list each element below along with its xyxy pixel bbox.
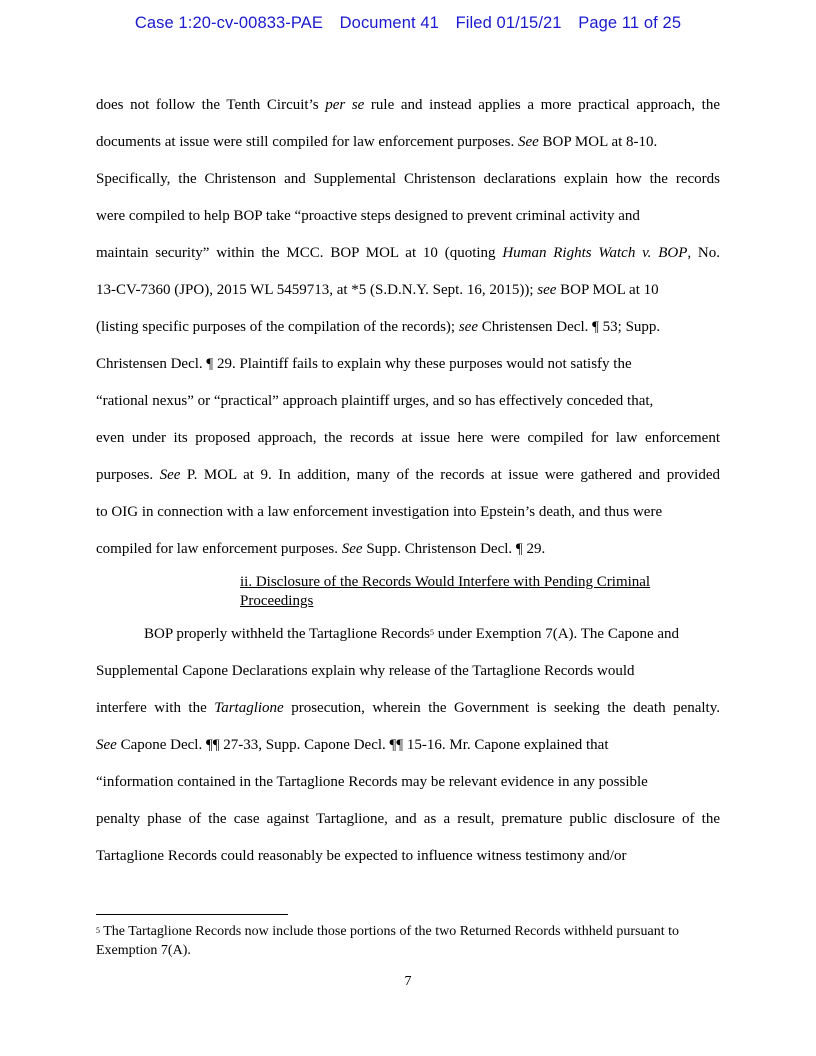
italic-text: per se	[325, 97, 365, 113]
text-run: Supp. Christenson Decl. ¶ 29.	[362, 541, 546, 557]
text-run: P. MOL at 9. In addition, many of the records at issue were gathered and provided	[180, 467, 721, 483]
text-line: “rational nexus” or “practical” approach plaintiff urges, and so has effectively conceded that,	[96, 393, 654, 409]
text-line	[96, 695, 720, 732]
text-line: Christensen Decl. ¶ 29. Plaintiff fails to explain why these purposes would not satisfy the	[96, 356, 632, 372]
italic-text: See	[159, 467, 181, 483]
italic-text: See	[96, 737, 117, 753]
case-number: Case 1:20-cv-00833-PAE	[134, 14, 323, 32]
italic-text: See	[341, 541, 363, 557]
text-run: BOP MOL at 10	[556, 282, 659, 298]
text-run: maintain security” within the MCC. BOP MOL at 10 (quoting	[96, 245, 503, 261]
italic-text: see	[537, 282, 557, 298]
text-run: 13-CV-7360 (JPO), 2015 WL 5459713, at *5 (S.D.N.Y. Sept. 16, 2015));	[96, 282, 538, 298]
page-number: 7	[404, 974, 412, 989]
footnote-text: The Tartaglione Records now include those portions of the two Returned Records withheld pursuant to Exemption 7(A).	[96, 924, 679, 958]
text-line	[96, 277, 720, 314]
case-header	[0, 14, 816, 33]
page-count: Page 11 of 25	[578, 14, 682, 32]
text-run: compiled for law enforcement purposes.	[96, 541, 342, 557]
text-line: were compiled to help BOP take “proactive steps designed to prevent criminal activity and	[96, 208, 640, 224]
text-line	[96, 536, 720, 573]
text-run: under Exemption 7(A). The Capone and	[433, 626, 680, 642]
paragraph-exemption-7a	[96, 621, 720, 880]
text-line: penalty phase of the case against Tartaglione, and as a result, premature public disclosure of the	[96, 811, 720, 827]
filed-date: Filed 01/15/21	[455, 14, 562, 32]
text-line	[96, 732, 720, 769]
footnote-number: 5	[96, 926, 100, 935]
italic-text: See	[517, 134, 539, 150]
text-run: BOP MOL at 8-10.	[538, 134, 658, 150]
text-line: to OIG in connection with a law enforcement investigation into Epstein’s death, and thus were	[96, 504, 663, 520]
document-body	[96, 92, 720, 880]
text-run: (listing specific purposes of the compilation of the records);	[96, 319, 459, 335]
document-number: Document 41	[339, 14, 439, 32]
text-line	[96, 129, 720, 166]
text-run: BOP properly withheld the Tartaglione Records	[144, 626, 430, 642]
text-line: Supplemental Capone Declarations explain why release of the Tartaglione Records would	[96, 663, 635, 679]
text-run: rule and instead applies a more practical approach, the	[364, 97, 720, 113]
text-line	[96, 314, 720, 351]
italic-text: see	[458, 319, 478, 335]
text-line: even under its proposed approach, the records at issue here were compiled for law enforcement	[96, 430, 720, 446]
text-run: purposes.	[96, 467, 160, 483]
text-line: Tartaglione Records could reasonably be expected to influence witness testimony and/or	[96, 848, 627, 864]
text-line	[96, 240, 720, 277]
text-run: Christensen Decl. ¶ 53; Supp.	[477, 319, 661, 335]
footnote	[96, 922, 720, 960]
text-run: interfere with the	[96, 700, 215, 716]
text-run: does not follow the Tenth Circuit’s	[96, 97, 326, 113]
section-heading: ii. Disclosure of the Records Would Interfere with Pending Criminal Proceedings	[240, 574, 651, 609]
text-run: prosecution, wherein the Government is seeking the death penalty.	[283, 700, 720, 716]
italic-text: Tartaglione	[214, 700, 284, 716]
paragraph-law-enforcement-purposes	[96, 92, 720, 573]
text-run: documents at issue were still compiled for law enforcement purposes.	[96, 134, 518, 150]
text-line	[96, 621, 720, 658]
text-run: Capone Decl. ¶¶ 27-33, Supp. Capone Decl. ¶¶ 15-16. Mr. Capone explained that	[116, 737, 609, 753]
text-line	[96, 462, 720, 499]
text-line: Specifically, the Christenson and Supplemental Christenson declarations explain how the records	[96, 171, 720, 187]
footnote-divider	[96, 914, 288, 915]
text-line	[96, 92, 720, 129]
text-run: , No.	[687, 245, 720, 261]
footnote-reference: 5	[429, 628, 434, 637]
italic-text: Human Rights Watch v. BOP	[502, 245, 688, 261]
text-line: “information contained in the Tartaglione Records may be relevant evidence in any possible	[96, 774, 648, 790]
